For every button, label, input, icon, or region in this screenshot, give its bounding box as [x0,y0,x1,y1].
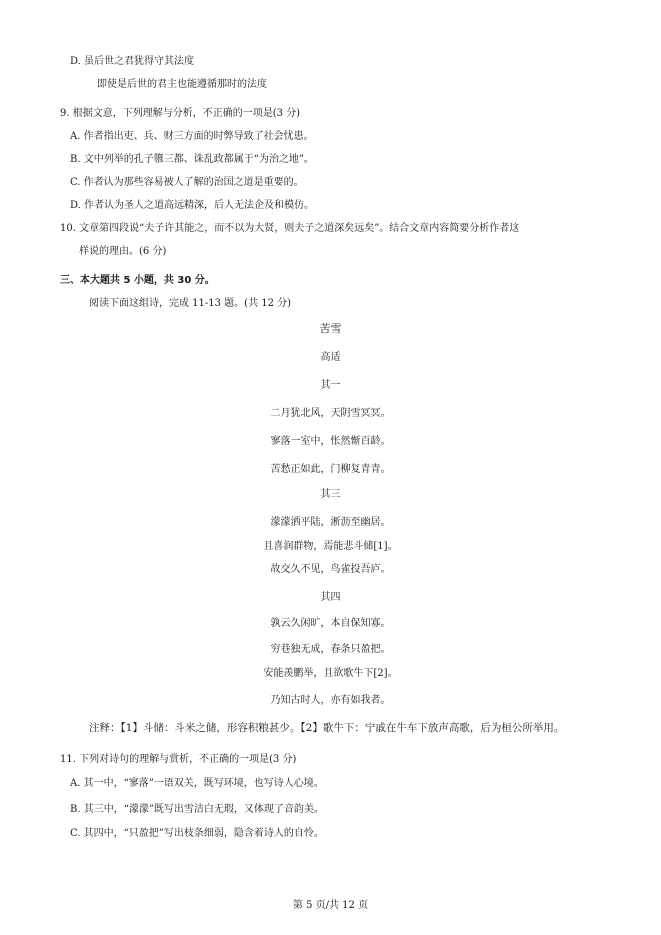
q9-option-a: A. 作者指出吏、兵、财三方面的时弊导致了社会忧患。 [70,131,314,142]
q10-line-1: 10. 文章第四段说“夫子许其能之，而不以为大贤，则夫子之道深矣远矣”。结合文章内容简要分析作者这 [60,223,520,234]
poem-line: 且喜润群物，焉能悲斗储[1]。 [263,541,398,552]
poem-part-3-heading: 其三 [320,489,341,500]
section-3-heading: 三、本大题共 5 小题，共 30 分。 [60,275,215,286]
poem-title: 苦雪 [319,322,342,335]
q9-option-d: D. 作者认为圣人之道高远精深，后人无法企及和模仿。 [70,200,315,211]
poem-line: 寥落一室中，怅然惭百龄。 [270,436,391,447]
poem-line: 故交久不见，鸟雀投吾庐。 [270,564,391,575]
q10-line-2: 样说的理由。(6 分) [79,246,167,257]
q9-stem: 9. 根据文意，下列理解与分析，不正确的一项是(3 分) [60,108,301,119]
page-number: 第 5 页/共 12 页 [292,900,369,911]
q11-option-a: A. 其一中，“寥落”一语双关，既写环境，也写诗人心境。 [70,778,324,789]
poem-line: 穷巷独无成，春条只盈把。 [270,644,391,655]
poem-line: 安能羡鹏举，且欲歌牛下[2]。 [263,668,398,679]
q9-option-b: B. 文中列举的孔子隳三都、诛乱政都属于“为治之地”。 [70,154,314,165]
poem-line: 孰云久闲旷，本自保知寡。 [270,618,391,629]
q8-option-d: D. 虽后世之君犹得守其法度 [70,56,195,67]
poem-line: 乃知古时人，亦有如我者。 [270,695,391,706]
poem-line: 苦愁正如此，门柳复青青。 [270,464,391,475]
poem-author: 高适 [320,352,341,363]
q11-option-c: C. 其四中，“只盈把”写出枝条细弱，隐含着诗人的自怜。 [70,828,324,839]
poem-line: 二月犹北风，天阴雪冥冥。 [270,408,391,419]
poem-note: 注释：【1】斗储：斗米之储，形容积粮甚少。【2】歌牛下：宁戚在牛车下放声高歌，后为桓公所举用。 [89,722,565,734]
q9-option-c: C. 作者认为那些容易被人了解的治国之道是重要的。 [70,177,304,188]
q8-option-d-translation: 即使是后世的君主也能遵循那时的法度 [97,79,267,90]
q11-option-b: B. 其三中，“濛濛”既写出雪洁白无瑕，又体现了音韵美。 [70,804,324,815]
section-3-intro: 阅读下面这组诗，完成 11-13 题。(共 12 分) [89,298,292,309]
poem-line: 濛濛洒平陆，淅沥至幽居。 [270,517,391,528]
q11-stem: 11. 下列对诗句的理解与赏析，不正确的一项是(3 分) [60,754,297,765]
poem-part-1-heading: 其一 [320,380,341,391]
poem-part-4-heading: 其四 [320,592,341,603]
